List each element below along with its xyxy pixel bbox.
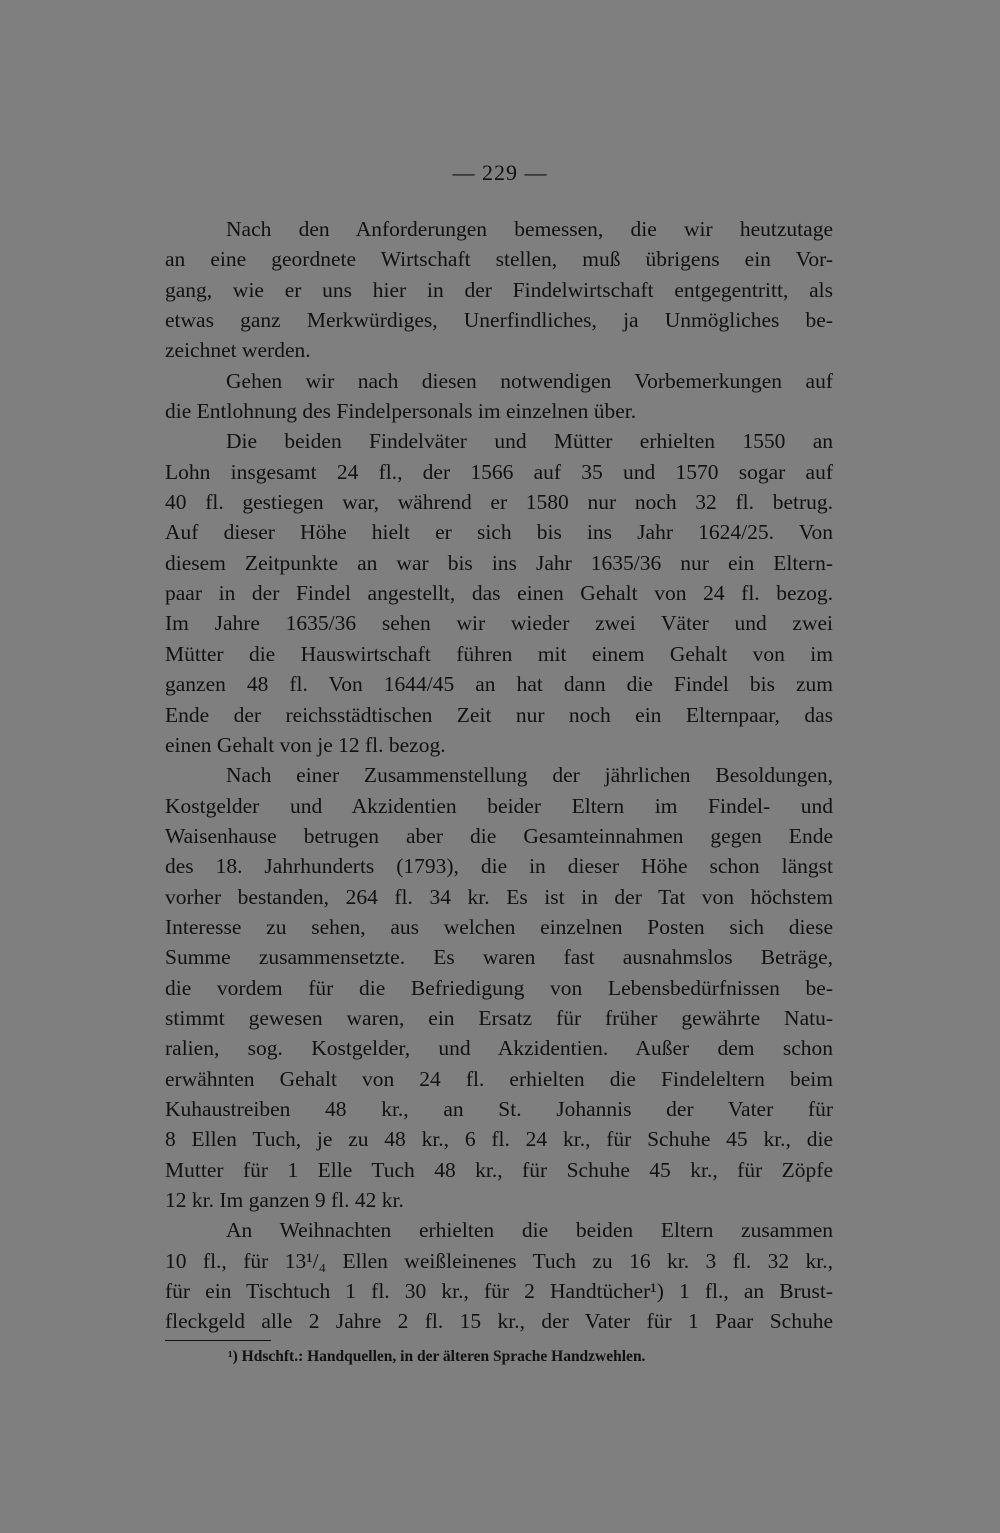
text-line: an eine geordnete Wirtschaft stellen, muß übrigens ein Vor- [165,247,833,272]
text-line: 8 Ellen Tuch, je zu 48 kr., 6 fl. 24 kr., für Schuhe 45 kr., die [165,1127,833,1152]
text-line: Mütter die Hauswirtschaft führen mit einem Gehalt von im [165,641,833,666]
body-text [165,214,833,1337]
text-line: Kostgelder und Akzidentien beider Eltern im Findel- und [165,793,833,818]
text-line: 10 fl., für 13¹/₄ Ellen weißleinenes Tuch zu 16 kr. 3 fl. 32 kr., [165,1248,833,1273]
text-line: die Entlohnung des Findelpersonals im einzelnen über. [165,399,637,424]
text-line: Gehen wir nach diesen notwendigen Vorbemerkungen auf [226,368,833,393]
text-line: Lohn insgesamt 24 fl., der 1566 auf 35 und 1570 sogar auf [165,459,833,484]
text-line: Kuhaustreiben 48 kr., an St. Johannis der Vater für [165,1096,833,1121]
text-line: Im Jahre 1635/36 sehen wir wieder zwei Väter und zwei [165,611,833,636]
text-line: diesem Zeitpunkte an war bis ins Jahr 1635/36 nur ein Eltern- [165,550,833,575]
text-line: Interesse zu sehen, aus welchen einzelnen Posten sich diese [165,914,833,939]
text-line: einen Gehalt von je 12 fl. bezog. [165,732,446,757]
text-line: Waisenhause betrugen aber die Gesamteinnahmen gegen Ende [165,823,833,848]
text-line: etwas ganz Merkwürdiges, Unerfindliches, ja Unmögliches be- [165,308,833,333]
text-line: An Weihnachten erhielten die beiden Eltern zusammen [226,1218,833,1243]
text-line: erwähnten Gehalt von 24 fl. erhielten die Findeleltern beim [165,1066,833,1091]
text-line: 40 fl. gestiegen war, während er 1580 nur noch 32 fl. betrug. [165,490,833,515]
text-line: die vordem für die Befriedigung von Lebensbedürfnissen be- [165,975,833,1000]
text-line: Nach den Anforderungen bemessen, die wir heutzutage [226,217,833,241]
text-line: Ende der reichsstädtischen Zeit nur noch ein Elternpaar, das [165,702,833,727]
text-line: Nach einer Zusammenstellung der jährlichen Besoldungen, [226,763,833,788]
text-line: Die beiden Findelväter und Mütter erhielten 1550 an [226,429,833,454]
text-line: stimmt gewesen waren, ein Ersatz für früher gewährte Natu- [165,1005,833,1030]
text-line: Mutter für 1 Elle Tuch 48 kr., für Schuhe 45 kr., für Zöpfe [165,1157,833,1182]
text-line: Auf dieser Höhe hielt er sich bis ins Jahr 1624/25. Von [165,520,833,545]
text-line: des 18. Jahrhunderts (1793), die in dieser Höhe schon längst [165,854,833,879]
footnote: ¹) Hdschft.: Handquellen, in der älteren Sprache Handzwehlen. [228,1348,646,1365]
text-line: zeichnet werden. [165,338,311,363]
text-line: vorher bestanden, 264 fl. 34 kr. Es ist in der Tat von höchstem [165,884,833,909]
text-line: 12 kr. Im ganzen 9 fl. 42 kr. [165,1188,404,1212]
page-number: — 229 — [452,160,548,185]
text-line: ralien, sog. Kostgelder, und Akzidentien. Außer dem schon [165,1036,833,1061]
text-line: fleckgeld alle 2 Jahre 2 fl. 15 kr., der Vater für 1 Paar Schuhe [165,1309,833,1334]
text-line: gang, wie er uns hier in der Findelwirtschaft entgegentritt, als [165,277,833,302]
footnote-divider [165,1340,271,1341]
text-line: für ein Tischtuch 1 fl. 30 kr., für 2 Handtücher¹) 1 fl., an Brust- [165,1279,833,1304]
text-line: Summe zusammensetzte. Es waren fast ausnahmslos Beträge, [165,945,833,970]
text-line: ganzen 48 fl. Von 1644/45 an hat dann die Findel bis zum [165,672,833,697]
text-line: paar in der Findel angestellt, das einen Gehalt von 24 fl. bezog. [165,581,833,606]
